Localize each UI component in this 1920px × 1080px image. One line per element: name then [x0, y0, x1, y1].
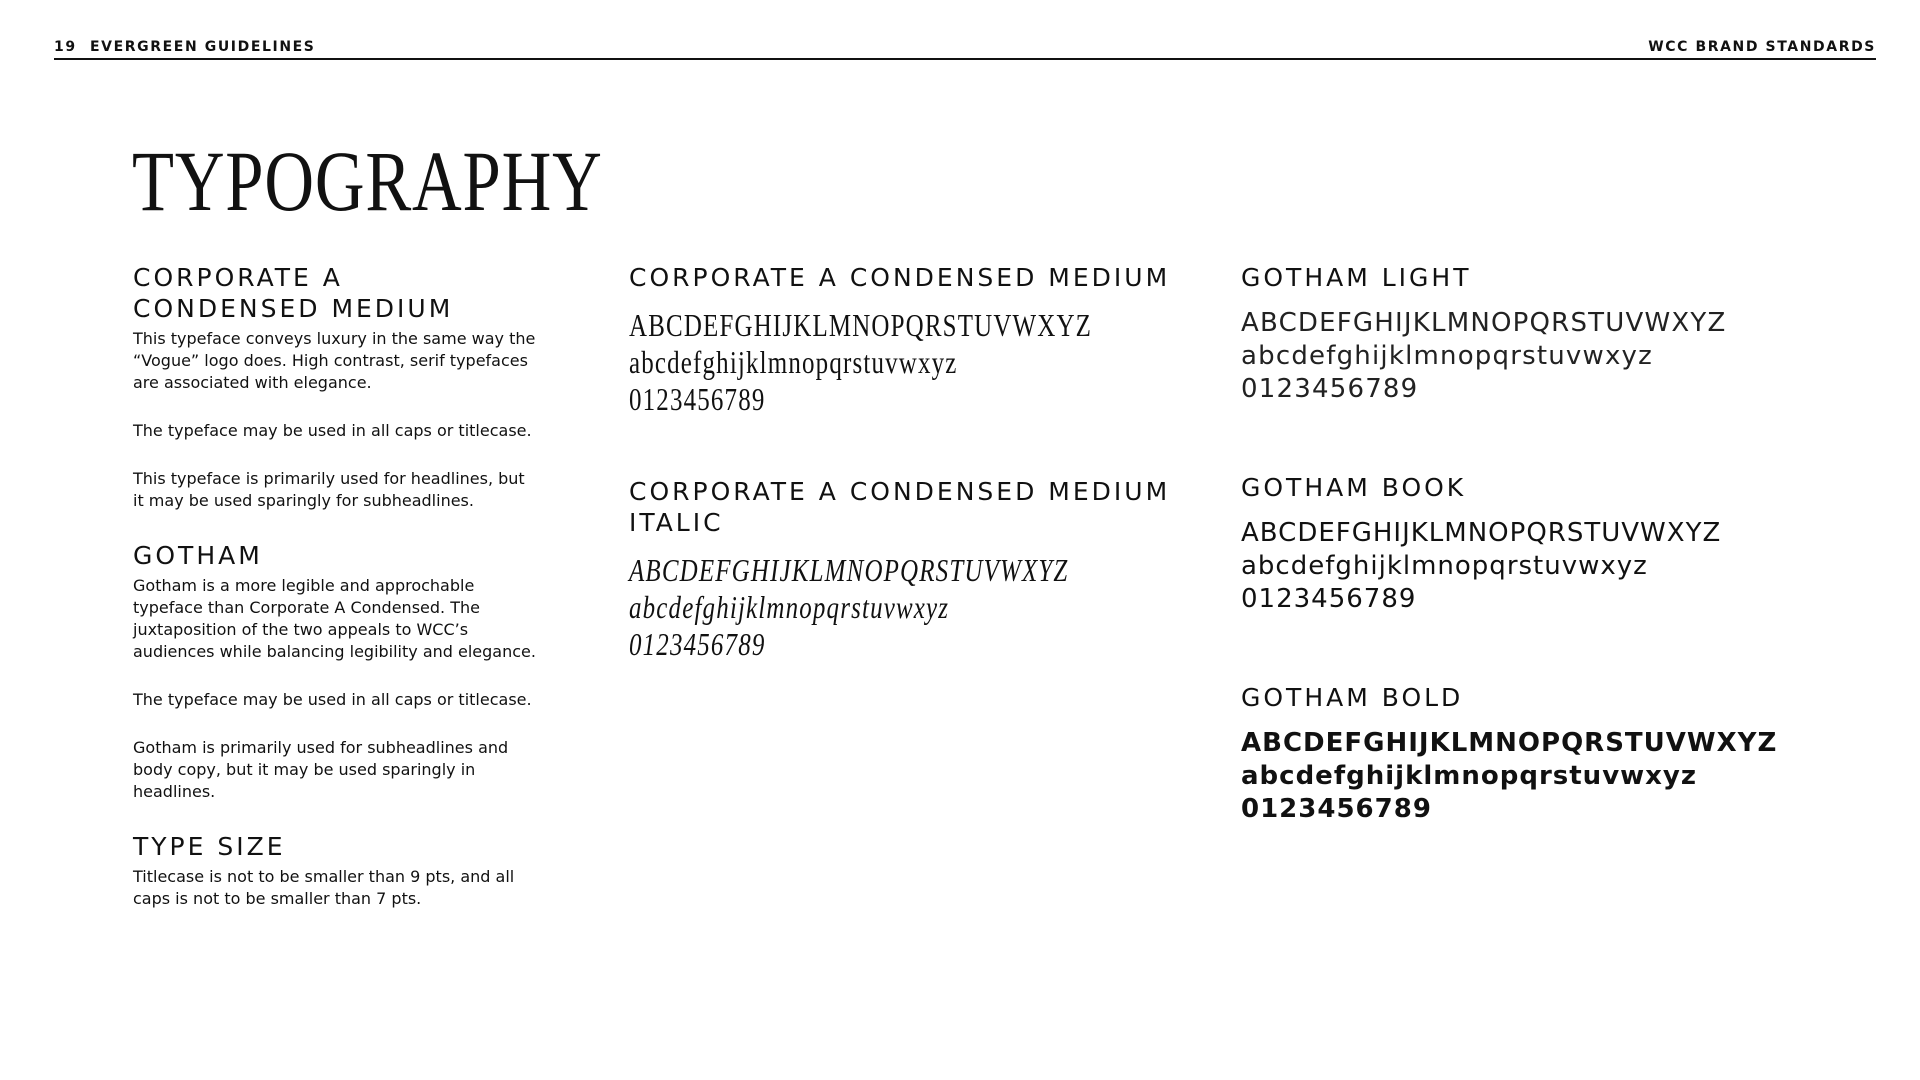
- gotham-book-uppercase: ABCDEFGHIJKLMNOPQRSTUVWXYZ: [1241, 518, 1722, 548]
- gotham-section: [133, 540, 553, 803]
- corporate-italic-specimen: [629, 476, 1189, 663]
- gotham-book-specimen: [1241, 472, 1881, 616]
- gotham-light-lowercase: abcdefghijklmnopqrstuvwxyz: [1241, 341, 1653, 371]
- gotham-bold-specimen: [1241, 682, 1881, 826]
- gotham-p3-line2: body copy, but it may be used sparingly in: [133, 760, 476, 779]
- type-size-p1-line2: caps is not to be smaller than 7 pts.: [133, 889, 422, 908]
- corporate-medium-lowercase: abcdefghijklmnopqrstuvwxyz: [629, 344, 958, 380]
- corporate-p1-line2: “Vogue” logo does. High contrast, serif typefaces: [133, 351, 528, 370]
- corporate-italic-uppercase: ABCDEFGHIJKLMNOPQRSTUVWXYZ: [629, 552, 1069, 588]
- gotham-heading: GOTHAM: [133, 541, 263, 570]
- gotham-bold-heading: GOTHAM BOLD: [1241, 683, 1464, 712]
- corporate-medium-uppercase: ABCDEFGHIJKLMNOPQRSTUVWXYZ: [629, 307, 1093, 343]
- gotham-book-heading: GOTHAM BOOK: [1241, 473, 1467, 502]
- corporate-p2-line1: The typeface may be used in all caps or titlecase.: [133, 421, 532, 440]
- corporate-medium-digits: 0123456789: [629, 381, 766, 417]
- type-size-section: [133, 831, 553, 910]
- corporate-medium-specimen: [629, 262, 1189, 418]
- guide-title: EVERGREEN GUIDELINES: [90, 39, 316, 55]
- gotham-bold-uppercase: ABCDEFGHIJKLMNOPQRSTUVWXYZ: [1241, 728, 1778, 758]
- gotham-p2-line1: The typeface may be used in all caps or titlecase.: [133, 690, 532, 709]
- gotham-p3-line3: headlines.: [133, 782, 216, 801]
- serif-specimens-column: [629, 262, 1189, 663]
- corporate-p3-line2: it may be used sparingly for subheadlines.: [133, 491, 474, 510]
- gotham-bold-lowercase: abcdefghijklmnopqrstuvwxyz: [1241, 761, 1698, 791]
- gotham-book-digits: 0123456789: [1241, 584, 1417, 614]
- gotham-light-heading: GOTHAM LIGHT: [1241, 263, 1472, 292]
- corporate-italic-heading-line1: CORPORATE A CONDENSED MEDIUM: [629, 477, 1171, 506]
- gotham-light-digits: 0123456789: [1241, 374, 1419, 404]
- gotham-p1-line2: typeface than Corporate A Condensed. The: [133, 598, 480, 617]
- gotham-light-uppercase: ABCDEFGHIJKLMNOPQRSTUVWXYZ: [1241, 308, 1727, 338]
- type-size-p1-line1: Titlecase is not to be smaller than 9 pts, and all: [133, 867, 515, 886]
- gotham-p1-line1: Gotham is a more legible and approchable: [133, 576, 475, 595]
- corporate-medium-heading: CORPORATE A CONDENSED MEDIUM: [629, 263, 1171, 292]
- corporate-italic-heading-line2: ITALIC: [629, 508, 724, 537]
- page-header: [54, 38, 1876, 60]
- type-size-heading: TYPE SIZE: [133, 832, 286, 861]
- corporate-italic-digits: 0123456789: [629, 626, 766, 662]
- corporate-heading-line1: CORPORATE A: [133, 263, 343, 292]
- gotham-p3-line1: Gotham is primarily used for subheadlines and: [133, 738, 509, 757]
- gotham-book-lowercase: abcdefghijklmnopqrstuvwxyz: [1241, 551, 1648, 581]
- gotham-light-specimen: [1241, 262, 1881, 406]
- corporate-heading-line2: CONDENSED MEDIUM: [133, 294, 454, 323]
- corporate-italic-lowercase: abcdefghijklmnopqrstuvwxyz: [629, 589, 950, 625]
- gotham-p1-line3: juxtaposition of the two appeals to WCC’s: [133, 620, 469, 639]
- corporate-section: [133, 262, 553, 512]
- gotham-bold-digits: 0123456789: [1241, 794, 1432, 824]
- page-number: 19: [54, 39, 77, 55]
- page-title: TYPOGRAPHY: [132, 133, 603, 229]
- guidelines-column: [133, 262, 553, 910]
- sans-specimens-column: [1241, 262, 1881, 826]
- corporate-p1-line1: This typeface conveys luxury in the same way the: [133, 329, 536, 348]
- gotham-p1-line4: audiences while balancing legibility and elegance.: [133, 642, 536, 661]
- corporate-p3-line1: This typeface is primarily used for headlines, but: [133, 469, 525, 488]
- corporate-p1-line3: are associated with elegance.: [133, 373, 372, 392]
- brand-title: WCC BRAND STANDARDS: [1648, 39, 1876, 55]
